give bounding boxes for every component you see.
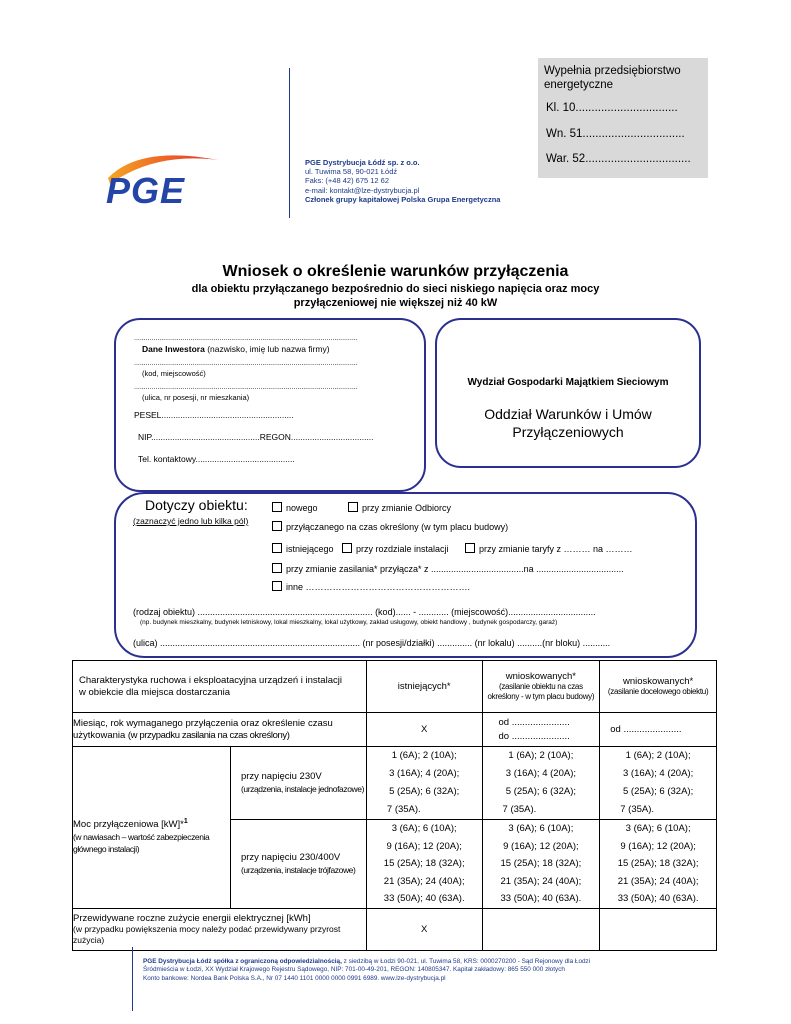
object-title: Dotyczy obiektu: <box>145 497 248 513</box>
investor-phone[interactable]: Tel. kontaktowy.......................................... <box>138 454 295 464</box>
opt-new-label: nowego <box>286 503 318 513</box>
logo-text: PGE <box>106 170 186 211</box>
investor-dots-3[interactable]: ................................................................................................................... <box>134 384 358 391</box>
row-annual-usage-final[interactable] <box>600 908 717 950</box>
v400-requested-final[interactable]: 3 (6A); 6 (10A); 9 (16A); 12 (20A); 15 (25A); 18 (32A); 21 (35A); 24 (40A); 33 (50A); 40 (63A). <box>600 820 717 909</box>
checkbox-new[interactable] <box>272 502 282 512</box>
v230-existing[interactable] <box>366 747 482 820</box>
v230-label: przy napięciu 230V (urządzenia, instalacje jednofazowe) <box>230 747 366 820</box>
row-connection-date-final[interactable]: od ...................... <box>600 713 717 747</box>
object-type-hint: (np. budynek mieszkalny, budynek letniskowy, lokal mieszkalny, lokal użytkowy, zakład usługowy, obiekt handlowy , budynek gospodarczy, garaż) <box>140 619 558 626</box>
characteristics-table <box>72 660 717 951</box>
field-war[interactable]: War. 52................................. <box>546 153 691 165</box>
page-title: Wniosek o określenie warunków przyłączenia <box>222 263 569 280</box>
v230-requested-final[interactable]: 1 (6A); 2 (10A); 3 (16A); 4 (20A); 5 (25A); 6 (32A); 7 (35A). <box>600 747 717 820</box>
footer-line2: Śródmieścia w Łodzi, XX Wydział Krajowego Rejestru Sądowego, NIP: 701-00-49-201, REGON: 140805347. Kapitał zakładowy: 865 550 000 złotych <box>143 966 565 974</box>
row-annual-usage-temp[interactable] <box>482 908 600 950</box>
opt-existing-label: istniejącego <box>286 544 334 554</box>
opt-change-recipient-label: przy zmianie Odbiorcy <box>362 503 452 513</box>
row-annual-usage-label: Przewidywane roczne zużycie energii elektrycznej [kWh] (w przypadku powiększenia mocy należy podać przewidywany przyrost zużycia) <box>73 908 367 950</box>
company-fax: Faks: (+48 42) 675 12 62 <box>305 176 390 186</box>
col-requested-temp: wnioskowanych* (zasilanie obiektu na czas określony - w tym placu budowy) <box>482 661 600 713</box>
col-existing: istniejących* <box>366 661 482 713</box>
department-branch-1: Oddział Warunków i Umów <box>484 406 652 422</box>
object-address-line[interactable]: (ulica) ................................................................................ (nr posesji/działki) .............. (nr lokalu) ..........(nr bloku) ........... <box>133 638 611 648</box>
field-wn[interactable]: Wn. 51................................ <box>546 128 685 140</box>
footer-text <box>143 958 590 983</box>
investor-dots-1[interactable]: ................................................................................................................... <box>134 335 358 342</box>
v400-requested-temp[interactable]: 3 (6A); 6 (10A); 9 (16A); 12 (20A); 15 (25A); 18 (32A); 21 (35A); 24 (40A); 33 (50A); 40 (63A). <box>482 820 600 909</box>
company-info <box>305 158 500 204</box>
object-hint: (zaznaczyć jedno lub kilka pól) <box>133 516 249 526</box>
opt-other-label: inne ………………………………………………. <box>286 582 471 592</box>
investor-name-label: Dane Inwestora <box>142 344 205 354</box>
row-connection-date-label: Miesiąc, rok wymaganego przyłączenia oraz określenie czasu użytkowania (w przypadku zasilania na czas określony) <box>73 713 367 747</box>
company-name: PGE Dystrybucja Łódź sp. z o.o. <box>305 158 420 167</box>
enterprise-title: Wypełnia przedsiębiorstwo energetyczne <box>544 65 681 91</box>
col-requested-final: wnioskowanych* (zasilanie docelowego obiektu) <box>600 661 717 713</box>
opt-supply-label: przy zmianie zasilania* przyłącza* z .....................................na ................................... <box>286 564 624 574</box>
checkbox-tariff[interactable] <box>465 543 475 553</box>
investor-nip-regon[interactable]: NIP..............................................REGON................................... <box>138 432 374 442</box>
v230-existing-values: 1 (6A); 2 (10A); 3 (16A); 4 (20A); 5 (25A); 6 (32A); 7 (35A). <box>386 750 460 815</box>
row-annual-usage-existing: X <box>366 908 482 950</box>
checkbox-supply[interactable] <box>272 563 282 573</box>
v230-requested-temp[interactable]: 1 (6A); 2 (10A); 3 (16A); 4 (20A); 5 (25A); 6 (32A); 7 (35A). <box>482 747 600 820</box>
row-connection-date-temp[interactable]: od ...................... do ...................... <box>482 713 600 747</box>
enterprise-box <box>538 58 708 178</box>
pge-logo <box>100 140 230 215</box>
company-email[interactable]: e-mail: kontakt@lze-dystrybucja.pl <box>305 185 420 195</box>
checkbox-split[interactable] <box>342 543 352 553</box>
investor-pesel[interactable]: PESEL........................................................ <box>134 410 294 420</box>
v400-label: przy napięciu 230/400V (urządzenia, instalacje trójfazowe) <box>230 820 366 909</box>
row-power-label: Moc przyłączeniowa [kW]*$^1$ (w nawiasach – wartość zabezpieczenia głównego instalacji) <box>73 747 231 909</box>
object-type-line[interactable]: (rodzaj obiektu) ...................................................................... (kod)...... - ............ (miejscowość)................................... <box>133 607 596 617</box>
footer-line1: z siedzibą w Łodzi 90-021, ul. Tuwima 58, KRS: 0000270200 - Sąd Rejonowy dla Łodzi <box>341 958 591 965</box>
department-box <box>435 318 701 468</box>
table-header-desc: Charakterystyka ruchowa i eksploatacyjna urządzeń i instalacji w obiekcie dla miejsca dostarczania <box>73 661 367 713</box>
company-group: Członek grupy kapitałowej Polska Grupa Energetyczna <box>305 194 501 204</box>
checkbox-change-recipient[interactable] <box>348 502 358 512</box>
investor-code-hint: (kod, miejscowość) <box>142 369 206 378</box>
company-address: ul. Tuwima 58, 90-021 Łódź <box>305 167 398 177</box>
row-connection-date-existing: X <box>366 713 482 747</box>
opt-tariff-label: przy zmianie taryfy z ……… na ……… <box>479 544 633 554</box>
checkbox-existing[interactable] <box>272 543 282 553</box>
page-subtitle-2: przyłączeniowej nie większej niż 40 kW <box>293 297 498 309</box>
opt-split-label: przy rozdziale instalacji <box>356 544 449 554</box>
investor-fields <box>134 335 419 464</box>
department-name: Wydział Gospodarki Majątkiem Sieciowym <box>467 377 669 388</box>
v400-existing[interactable]: 3 (6A); 6 (10A); 9 (16A); 12 (20A); 15 (25A); 18 (32A); 21 (35A); 24 (40A); 33 (50A); 40 (63A). <box>366 820 482 909</box>
header-divider <box>289 68 290 218</box>
opt-temporary-label: przyłączanego na czas określony (w tym placu budowy) <box>286 522 509 532</box>
footer-line3: Konto bankowe: Nordea Bank Polska S.A., Nr 07 1440 1101 0000 0000 0991 6989. www.lze-dystrybucja.pl <box>143 974 446 982</box>
footer-company: PGE Dystrybucja Łódź spółka z ograniczoną odpowiedzialnością, <box>143 958 342 965</box>
checkbox-temporary[interactable] <box>272 521 282 531</box>
department-branch-2: Przyłączeniowych <box>512 424 624 440</box>
page-subtitle-1: dla obiektu przyłączanego bezpośrednio do sieci niskiego napięcia oraz mocy <box>191 283 600 295</box>
footer-divider <box>132 947 133 1011</box>
checkbox-other[interactable] <box>272 581 282 591</box>
field-kl[interactable]: Kl. 10................................ <box>546 102 678 114</box>
investor-dots-2[interactable]: ................................................................................................................... <box>134 360 358 367</box>
investor-name-hint: (nazwisko, imię lub nazwa firmy) <box>207 344 330 354</box>
investor-street-hint: (ulica, nr posesji, nr mieszkania) <box>142 393 250 402</box>
